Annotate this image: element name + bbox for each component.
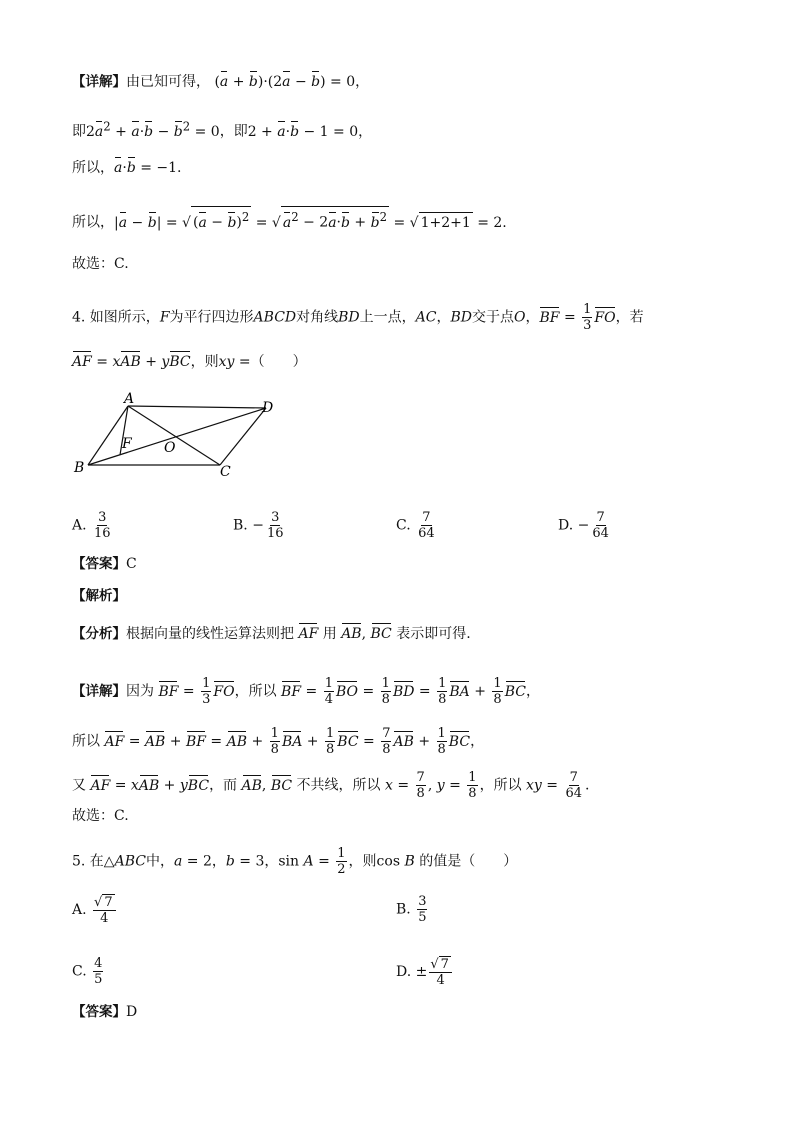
q3-eq2: $2a^2 + a\cdot b - b^2 = 0$ — [86, 119, 220, 140]
fenxi-label: 【分析】 — [72, 626, 126, 642]
q3-line3-prefix: 所以， — [72, 160, 114, 176]
q4-option-b[interactable] — [233, 510, 286, 541]
q4-detail-line-3: 又 AF = xAB + yBC，而 AB, BC 不共线，所以 x = $\frac{7}{8}$ , y = $\frac{1}{8}$ ，所以 xy = $\frac{7}{64}$ . — [72, 770, 590, 801]
answer-label: 【答案】 — [72, 556, 126, 572]
option-numerator: 7 — [422, 510, 431, 525]
q4-answer — [72, 554, 137, 574]
q5-option-a[interactable]: A. $\frac{√ 7}{4}$ — [72, 894, 118, 926]
option-denominator: 16 — [94, 526, 111, 541]
q4-fenxi: 【分析】根据向量的线性运算法则把 AF 用 AB, BC 表示即可得. — [72, 626, 471, 642]
option-denominator: 64 — [418, 526, 435, 541]
q3-line4-prefix: 所以， — [72, 214, 114, 231]
edge-AD — [128, 406, 266, 408]
q5-option-b[interactable]: B. $\frac{3}{5}$ — [396, 894, 427, 925]
q4-detail-line-2: 所以 AF = AB + BF = AB + $\frac{1}{8}$ BA + $\frac{1}{8}$ BC = $\frac{7}{8}$ AB + $\frac{1}{8}$ BC， — [72, 726, 485, 757]
q4-stem-line-2: AF = xAB + yBC，则xy =（ ） — [72, 354, 307, 370]
label-D: D — [262, 400, 274, 416]
q4-option-a[interactable] — [72, 510, 114, 541]
option-sign: − — [252, 517, 264, 534]
q4-detail-line-1: 【详解】因为 BF = $\frac{1}{3}$ FO，所以 BF = $\frac{1}{4}$ BO = $\frac{1}{8}$ BD = $\frac{1}{8}$ BA + $\frac{1}{8}$ BC， — [72, 676, 540, 707]
answer-value: C — [126, 556, 137, 572]
option-letter: D. — [396, 964, 412, 980]
option-letter: A. — [72, 517, 87, 534]
q3-eq5: |a − b| = √ $(a - b)^2$ = √ $a^2 - 2a\cdot b + b^2$ = √ 1+2+1 = 2. — [114, 215, 507, 231]
q3-detail-line-2 — [72, 116, 372, 142]
option-letter: D. — [558, 517, 574, 534]
detail-label: 【详解】 — [72, 683, 126, 700]
q3-detail-line-4 — [72, 206, 507, 233]
label-B: B — [74, 460, 85, 476]
diagonal-BD — [88, 408, 266, 465]
option-letter: B. — [396, 901, 411, 918]
answer-label: 【答案】 — [72, 1004, 126, 1020]
q5-stem: 5. 在△ABC中，a = 2，b = 3，sin A = $\frac{1}{2}$ ，则cos B 的值是（ ） — [72, 846, 518, 877]
option-letter: C. — [396, 517, 411, 534]
q3-eq1-render: (a + b)·(2a − b) = 0， — [214, 74, 370, 90]
option-sign: − — [577, 517, 590, 534]
option-denominator: 64 — [592, 526, 609, 541]
option-numerator: 3 — [271, 510, 280, 525]
diagonal-AC — [128, 406, 220, 465]
option-letter: B. — [233, 517, 248, 534]
label-A: A — [124, 391, 135, 407]
analysis-label: 【解析】 — [72, 588, 126, 604]
q3-intro: 由已知可得， — [126, 74, 210, 90]
answer-value: D — [126, 1004, 138, 1020]
option-letter: C. — [72, 963, 87, 980]
q3-eq4: a·b = −1. — [114, 160, 182, 176]
q3-eq3: 2 + a·b − 1 = 0， — [247, 123, 373, 140]
q3-line2-mid: ，即 — [219, 123, 248, 140]
option-numerator: 3 — [98, 510, 107, 525]
q4-stem-line-1: 4. 如图所示，F为平行四边形ABCD对角线BD上一点，AC，BD交于点O，BF = $\frac{1}{3}$ FO，若 — [72, 302, 644, 333]
label-O: O — [164, 440, 176, 456]
q4-analysis-heading — [72, 586, 126, 606]
parallelogram-figure — [70, 390, 290, 480]
q5-option-d[interactable]: D. ± $\frac{√ 7}{4}$ — [396, 956, 454, 988]
q5-answer — [72, 1002, 137, 1022]
q4-option-c[interactable] — [396, 510, 438, 541]
edge-DC — [220, 408, 266, 465]
q3-conclusion: 故选：C. — [72, 256, 129, 272]
q5-option-c[interactable]: C. $\frac{4}{5}$ — [72, 956, 103, 987]
option-numerator: 7 — [596, 510, 605, 525]
label-F: F — [122, 436, 132, 452]
q3-detail-line-3 — [72, 158, 182, 178]
option-denominator: 16 — [266, 526, 284, 541]
q3-detail-line-1 — [72, 72, 369, 92]
detail-label: 【详解】 — [72, 74, 126, 90]
q3-line2-prefix: 即 — [72, 123, 86, 140]
q4-option-d[interactable] — [558, 510, 612, 541]
q4-conclusion: 故选：C. — [72, 808, 129, 824]
label-C: C — [220, 464, 231, 480]
option-letter: A. — [72, 902, 87, 918]
